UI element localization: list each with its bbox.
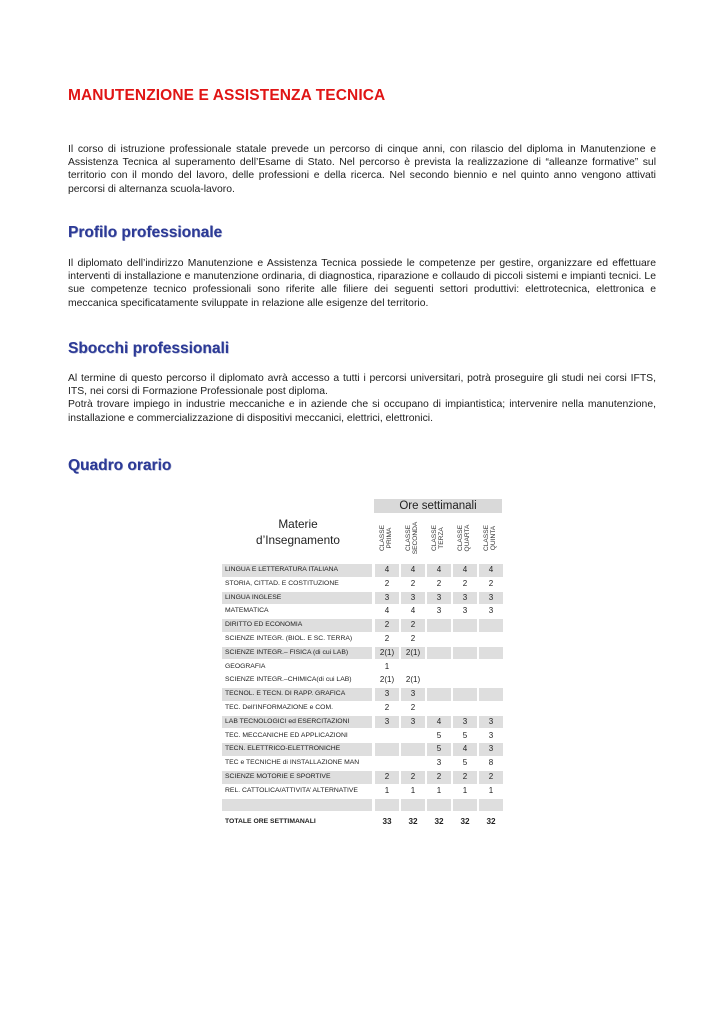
table-row	[222, 592, 504, 606]
class-header-label: CLASSE QUINTA	[483, 524, 497, 552]
hours-cell: 5	[462, 758, 468, 768]
subject-name: LAB TECNOLOGICI ed ESERCITAZIONI	[222, 716, 372, 729]
table-row	[222, 619, 504, 633]
hours-cell	[427, 619, 451, 632]
hours-cell: 5	[427, 743, 451, 756]
table-row	[222, 578, 504, 592]
hours-cell: 3	[453, 592, 477, 605]
table-row	[222, 716, 504, 730]
subject-name: SCIENZE MOTORIE E SPORTIVE	[222, 771, 372, 784]
hours-cell: 2(1)	[375, 647, 399, 660]
ore-settimanali-header: Ore settimanali	[374, 499, 502, 513]
sbocchi-line-1: Al termine di questo percorso il diplomato avrà accesso a tutti i percorsi universitari, potrà proseguire gli studi nei corsi IFTS, ITS, nei corsi di Formazione Professionale post diploma.	[68, 373, 656, 398]
subject-name: REL. CATTOLICA/ATTIVITA’ ALTERNATIVE	[225, 786, 358, 794]
hours-cell: 3	[488, 730, 494, 740]
hours-cell: 3	[401, 688, 425, 701]
table-row	[222, 605, 504, 619]
hours-cell	[375, 743, 399, 756]
hours-cell: 2	[453, 771, 477, 784]
hours-cell: 2(1)	[379, 675, 395, 685]
hours-cell: 5	[462, 730, 468, 740]
subject-name: TEC e TECNICHE di INSTALLAZIONE MAN	[225, 759, 360, 767]
hours-cell	[427, 688, 451, 701]
hours-cell	[453, 688, 477, 701]
hours-cell: 3	[462, 606, 468, 616]
hours-cell	[427, 702, 451, 715]
total-row	[222, 816, 504, 830]
subject-name: SCIENZE INTEGR.– FISICA (di cui LAB)	[222, 647, 372, 660]
hours-cell: 2(1)	[405, 675, 421, 685]
table-row	[222, 633, 504, 647]
hours-cell	[453, 619, 477, 632]
sbocchi-paragraph	[68, 372, 656, 425]
hours-cell	[453, 633, 477, 646]
hours-cell: 3	[375, 716, 399, 729]
hours-cell: 1	[410, 785, 416, 795]
hours-cell: 1	[488, 785, 494, 795]
hours-cell: 2(1)	[401, 647, 425, 660]
hours-cell: 3	[453, 716, 477, 729]
hours-cell: 3	[436, 758, 442, 768]
total-hours-cell: 33	[382, 817, 392, 827]
hours-cell: 4	[384, 606, 390, 616]
hours-cell: 4	[427, 564, 451, 577]
hours-cell: 2	[436, 578, 442, 588]
total-hours-cell: 32	[434, 817, 444, 827]
materie-label-line-2: d’Insegnamento	[256, 533, 340, 547]
timetable-rows	[222, 564, 504, 830]
hours-cell	[375, 799, 399, 812]
class-header-5	[478, 516, 502, 560]
subject-name: GEOGRAFIA	[225, 662, 266, 670]
hours-cell: 3	[436, 606, 442, 616]
hours-cell: 1	[436, 785, 442, 795]
subject-name: SCIENZE INTEGR.–CHIMICA(di cui LAB)	[225, 676, 352, 684]
total-hours-cell: 32	[460, 817, 470, 827]
hours-cell	[479, 674, 503, 687]
hours-cell: 3	[401, 592, 425, 605]
subject-name: TECNOL. E TECN. DI RAPP. GRAFICA	[222, 688, 372, 701]
hours-cell: 4	[453, 743, 477, 756]
hours-cell: 2	[427, 771, 451, 784]
class-header-label: CLASSE PRIMA	[379, 524, 393, 552]
hours-cell: 3	[375, 688, 399, 701]
subject-name: SCIENZE INTEGR. (BIOL. E SC. TERRA)	[225, 634, 353, 642]
hours-cell: 4	[453, 564, 477, 577]
class-header-label: CLASSE SECONDA	[405, 521, 419, 555]
hours-cell: 2	[410, 633, 416, 643]
hours-cell: 3	[401, 716, 425, 729]
hours-cell	[401, 661, 425, 674]
hours-cell	[453, 647, 477, 660]
hours-cell: 4	[375, 564, 399, 577]
hours-cell	[479, 661, 503, 674]
hours-cell: 3	[479, 716, 503, 729]
profilo-heading: Profilo professionale	[68, 224, 223, 241]
total-hours-cell: 32	[486, 817, 496, 827]
table-row	[222, 564, 504, 578]
hours-cell: 1	[384, 785, 390, 795]
table-row	[222, 743, 504, 757]
subject-name: TEC. MECCANICHE ED APPLICAZIONI	[225, 731, 348, 739]
page-title: MANUTENZIONE E ASSISTENZA TECNICA	[68, 87, 386, 104]
hours-cell	[453, 702, 477, 715]
hours-cell	[375, 757, 399, 770]
class-header-1	[374, 516, 398, 560]
hours-cell: 2	[375, 619, 399, 632]
total-label: TOTALE ORE SETTIMANALI	[225, 818, 316, 826]
hours-cell	[479, 619, 503, 632]
table-row	[222, 771, 504, 785]
hours-cell: 2	[462, 578, 468, 588]
table-row	[222, 674, 504, 688]
hours-cell	[427, 799, 451, 812]
subject-name: STORIA, CITTAD. E COSTITUZIONE	[225, 579, 339, 587]
hours-cell: 3	[479, 592, 503, 605]
hours-cell: 3	[479, 743, 503, 756]
hours-cell: 1	[462, 785, 468, 795]
hours-cell: 3	[427, 592, 451, 605]
quadro-heading: Quadro orario	[68, 457, 172, 474]
table-row	[222, 661, 504, 675]
subject-name: LINGUA INGLESE	[222, 592, 372, 605]
hours-cell: 2	[384, 702, 390, 712]
hours-cell: 3	[375, 592, 399, 605]
hours-cell: 4	[401, 564, 425, 577]
subject-name: MATEMATICA	[225, 607, 269, 615]
intro-paragraph: Il corso di istruzione professionale statale prevede un percorso di cinque anni, con rilascio del diploma in Manutenzione e Assistenza Tecnica al superamento dell’Esame di Stato. Nel percorso è prevista la realizzazione di “alleanze formative” sul territorio con il mondo del lavoro, delle professioni e della ricerca. Nel secondo biennio e nel quinto anno vengono attivati percorsi di alternanza scuola-lavoro.	[68, 144, 656, 195]
table-row	[222, 799, 504, 813]
total-hours-cell: 32	[408, 817, 418, 827]
hours-cell: 8	[488, 758, 494, 768]
table-row	[222, 647, 504, 661]
hours-cell: 1	[384, 661, 390, 671]
hours-cell	[401, 730, 425, 743]
hours-cell: 3	[488, 606, 494, 616]
hours-cell: 4	[479, 564, 503, 577]
hours-cell	[427, 674, 451, 687]
class-header-2	[400, 516, 424, 560]
subject-name: DIRITTO ED ECONOMIA	[222, 619, 372, 632]
table-row	[222, 757, 504, 771]
table-row	[222, 785, 504, 799]
table-row	[222, 702, 504, 716]
hours-cell	[479, 633, 503, 646]
hours-cell	[401, 799, 425, 812]
hours-cell: 2	[401, 619, 425, 632]
table-row	[222, 688, 504, 702]
hours-cell	[427, 647, 451, 660]
sbocchi-heading: Sbocchi professionali	[68, 340, 230, 357]
hours-cell	[427, 633, 451, 646]
subject-name: LINGUA E LETTERATURA ITALIANA	[222, 564, 372, 577]
hours-cell	[479, 799, 503, 812]
hours-cell: 2	[375, 771, 399, 784]
hours-cell: 2	[401, 771, 425, 784]
profilo-paragraph: Il diplomato dell’indirizzo Manutenzione e Assistenza Tecnica possiede le competenze per gestire, organizzare ed effettuare interventi di installazione e manutenzione ordinaria, di diagnostica, riparazione e collaudo di piccoli sistemi e impianti tecnici. Le sue competenze tecnico professionali sono riferite alle filiere dei seguenti settori produttivi: elettrotecnica, elettronica e meccanica specificatamente sviluppate in relazione alle esigenze del territorio.	[68, 258, 656, 309]
materie-header	[222, 516, 374, 548]
hours-cell	[479, 702, 503, 715]
hours-cell	[427, 661, 451, 674]
materie-label-line-1: Materie	[278, 517, 318, 531]
subject-name: TECN. ELETTRICO-ELETTRONICHE	[222, 743, 372, 756]
hours-cell	[401, 757, 425, 770]
hours-cell: 2	[488, 578, 494, 588]
sbocchi-line-2: Potrà trovare impiego in industrie meccaniche e in aziende che si occupano di impiantistica; intervenire nella manutenzione, installazione e commercializzazione di dispositivi meccanici, elettrici, elettronici.	[68, 399, 656, 424]
hours-cell	[453, 661, 477, 674]
table-row	[222, 730, 504, 744]
hours-cell	[375, 730, 399, 743]
class-header-4	[452, 516, 476, 560]
class-header-label: CLASSE TERZA	[431, 524, 445, 552]
subject-name: TEC. Dell’INFORMAZIONE e COM.	[225, 703, 334, 711]
hours-cell	[479, 647, 503, 660]
class-header-label: CLASSE QUARTA	[457, 524, 471, 552]
class-header-3	[426, 516, 450, 560]
hours-cell	[453, 674, 477, 687]
hours-cell: 2	[384, 578, 390, 588]
hours-cell: 4	[410, 606, 416, 616]
hours-cell: 2	[384, 633, 390, 643]
subject-name	[222, 799, 372, 812]
hours-cell: 2	[479, 771, 503, 784]
hours-cell	[401, 743, 425, 756]
hours-cell: 5	[436, 730, 442, 740]
hours-cell: 2	[410, 702, 416, 712]
hours-cell: 2	[410, 578, 416, 588]
hours-cell: 4	[427, 716, 451, 729]
hours-cell	[479, 688, 503, 701]
hours-cell	[453, 799, 477, 812]
